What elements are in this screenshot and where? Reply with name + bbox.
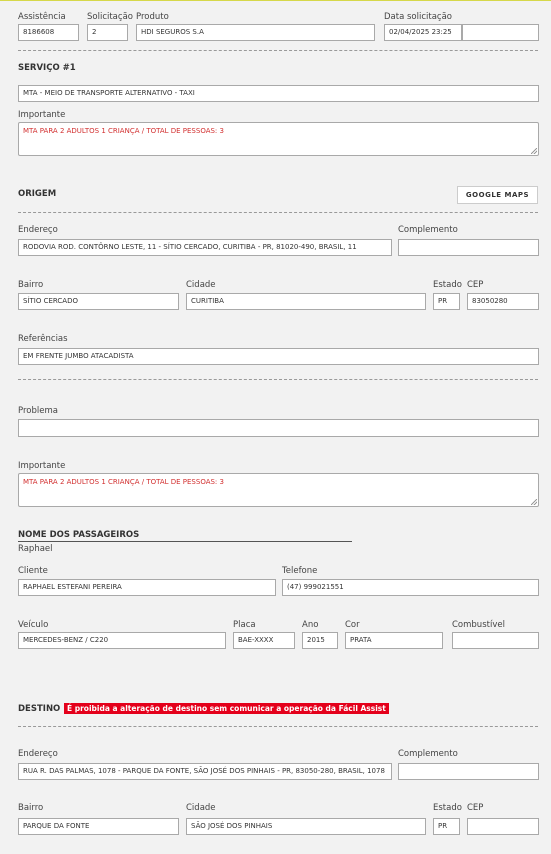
combustivel-label: Combustível — [452, 620, 505, 630]
servico-title: SERVIÇO #1 — [18, 63, 76, 73]
separator — [18, 212, 538, 213]
cor-field[interactable]: PRATA — [345, 632, 443, 649]
destino-estado-label: Estado — [433, 803, 462, 813]
cliente-field[interactable]: RAPHAEL ESTEFANI PEREIRA — [18, 579, 276, 596]
destino-complemento-field[interactable] — [398, 763, 539, 780]
telefone-field[interactable]: (47) 999021551 — [282, 579, 539, 596]
problema-importante-label: Importante — [18, 461, 66, 471]
origem-referencias-field[interactable]: EM FRENTE JUMBO ATACADISTA — [18, 348, 539, 365]
destino-bairro-label: Bairro — [18, 803, 44, 813]
destino-warning-badge: É proibida a alteração de destino sem comunicar a operação da Fácil Assist — [64, 703, 389, 714]
problema-importante-textarea[interactable] — [18, 473, 539, 507]
destino-cidade-field[interactable]: SÃO JOSÉ DOS PINHAIS — [186, 818, 426, 835]
solicitacao-field[interactable]: 2 — [87, 24, 128, 41]
assistencia-label: Assistência — [18, 12, 66, 22]
origem-complemento-label: Complemento — [398, 225, 458, 235]
solicitacao-label: Solicitação — [87, 12, 133, 22]
veiculo-label: Veículo — [18, 620, 49, 630]
origem-endereco-field[interactable]: RODOVIA ROD. CONTÔRNO LESTE, 11 - SÍTIO CERCADO, CURITIBA - PR, 81020-490, BRASIL, 11 — [18, 239, 392, 256]
servico-importante-text: MTA PARA 2 ADULTOS 1 CRIANÇA / TOTAL DE PESSOAS: 3 — [23, 127, 224, 135]
ano-field[interactable]: 2015 — [302, 632, 338, 649]
problema-label: Problema — [18, 406, 58, 416]
problema-importante-text: MTA PARA 2 ADULTOS 1 CRIANÇA / TOTAL DE PESSOAS: 3 — [23, 478, 224, 486]
origem-cep-label: CEP — [467, 280, 484, 290]
origem-cidade-label: Cidade — [186, 280, 216, 290]
separator — [18, 379, 538, 380]
passageiros-underline — [18, 541, 352, 542]
origem-complemento-field[interactable] — [398, 239, 539, 256]
servico-importante-label: Importante — [18, 110, 66, 120]
produto-label: Produto — [136, 12, 169, 22]
resize-handle-icon[interactable] — [531, 499, 537, 505]
destino-estado-field[interactable]: PR — [433, 818, 460, 835]
google-maps-button[interactable]: GOOGLE MAPS — [457, 186, 538, 204]
placa-label: Placa — [233, 620, 256, 630]
destino-complemento-label: Complemento — [398, 749, 458, 759]
servico-importante-textarea[interactable] — [18, 122, 539, 156]
separator — [18, 726, 538, 727]
origem-cep-field[interactable]: 83050280 — [467, 293, 539, 310]
origem-bairro-field[interactable]: SÍTIO CERCADO — [18, 293, 179, 310]
origem-bairro-label: Bairro — [18, 280, 44, 290]
data-solicitacao-label: Data solicitação — [384, 12, 453, 22]
destino-endereco-label: Endereço — [18, 749, 58, 759]
resize-handle-icon[interactable] — [531, 148, 537, 154]
separator — [18, 50, 538, 51]
origem-endereco-label: Endereço — [18, 225, 58, 235]
origem-referencias-label: Referências — [18, 334, 68, 344]
ano-label: Ano — [302, 620, 319, 630]
telefone-label: Telefone — [282, 566, 318, 576]
passageiro-name: Raphael — [18, 544, 53, 554]
data-solicitacao-time-field[interactable] — [462, 24, 539, 41]
servico-tipo-field[interactable]: MTA - MEIO DE TRANSPORTE ALTERNATIVO - TAXI — [18, 85, 539, 102]
data-solicitacao-field[interactable]: 02/04/2025 23:25 — [384, 24, 462, 41]
destino-title: DESTINO — [18, 704, 61, 714]
origem-estado-field[interactable]: PR — [433, 293, 460, 310]
assistencia-field[interactable]: 8186608 — [18, 24, 79, 41]
problema-field[interactable] — [18, 419, 539, 437]
combustivel-field[interactable] — [452, 632, 539, 649]
veiculo-field[interactable]: MERCEDES-BENZ / C220 — [18, 632, 226, 649]
cliente-label: Cliente — [18, 566, 48, 576]
cor-label: Cor — [345, 620, 360, 630]
origem-cidade-field[interactable]: CURITIBA — [186, 293, 426, 310]
origem-estado-label: Estado — [433, 280, 462, 290]
destino-bairro-field[interactable]: PARQUE DA FONTE — [18, 818, 179, 835]
destino-endereco-field[interactable]: RUA R. DAS PALMAS, 1078 - PARQUE DA FONTE, SÃO JOSÉ DOS PINHAIS - PR, 83050-280, BRASIL, 1078 — [18, 763, 392, 780]
origem-title: ORIGEM — [18, 189, 57, 199]
placa-field[interactable]: BAE-XXXX — [233, 632, 295, 649]
destino-cep-label: CEP — [467, 803, 484, 813]
passageiros-title: NOME DOS PASSAGEIROS — [18, 530, 140, 540]
destino-cidade-label: Cidade — [186, 803, 216, 813]
produto-field[interactable]: HDI SEGUROS S.A — [136, 24, 375, 41]
destino-cep-field[interactable] — [467, 818, 539, 835]
